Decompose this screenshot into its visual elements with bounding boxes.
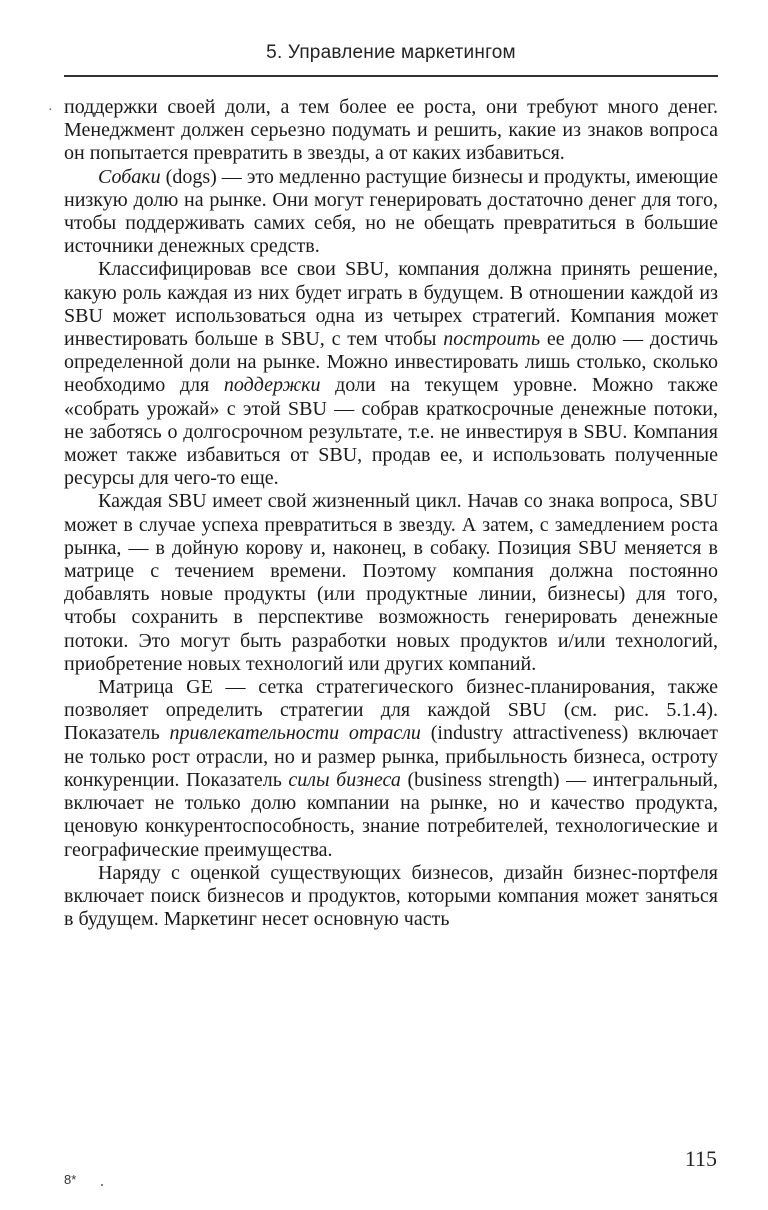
header-rule bbox=[64, 75, 718, 77]
paragraph bbox=[64, 96, 718, 166]
signature-mark: 8* bbox=[64, 1172, 77, 1187]
emphasis-term: Собаки bbox=[98, 165, 161, 188]
paragraph bbox=[64, 258, 718, 490]
paragraph-text: Каждая SBU имеет свой жизненный цикл. Начав со знака вопроса, SBU может в случае успеха превратиться в звезду. А затем, с замедлением роста рынка, — в дойную корову и, наконец, в собаку. Позиция SBU меняется в матрице с течением времени. Поэтому компания должна постоянно добавлять новые продукты (или продуктные линии, бизнесы) для того, чтобы сохранить в перспективе возможность генерировать денежные потоки. Это могут быть разработки новых продуктов и/или технологий, приобретение новых технологий или других компаний. bbox=[64, 490, 718, 675]
paragraph-text: (dogs) — это медленно растущие бизнесы и продукты, имеющие низкую долю на рынке. Они могут генерировать достаточно денег для того, чтобы поддерживать самих себя, но не обещать превратиться в большие источники денежных средств. bbox=[64, 165, 718, 258]
paragraph bbox=[64, 490, 718, 676]
emphasis-term: поддержки bbox=[223, 374, 321, 397]
paragraph-text: (business strength) — интегральный, включает не только долю компании на рынке, но и качество продукта, ценовую конкурентоспособность, знание потребителей, технологические и географические преимущества. bbox=[64, 768, 718, 861]
paragraph-text: Классифицировав все свои SBU, компания должна принять решение, какую роль каждая из них будет играть в будущем. В отношении каждой из SBU может использоваться одна из четырех стратегий. Компания может инвестировать больше в SBU, с тем чтобы bbox=[64, 258, 718, 351]
emphasis-term: построить bbox=[443, 328, 541, 351]
running-head: 5. Управление маркетингом bbox=[266, 42, 516, 63]
margin-speck: · bbox=[48, 103, 53, 118]
emphasis-term: привлекательности отрасли bbox=[169, 722, 421, 745]
print-speck bbox=[101, 1184, 103, 1186]
paragraph-text: Матрица GE — сетка стратегического бизнес-планирования, также позволяет определить стратегии для каждой SBU (см. рис. 5.1.4). Показатель bbox=[64, 676, 718, 745]
paragraph bbox=[64, 862, 718, 932]
paragraph-text: (industry attractiveness) включает не только рост отрасли, но и размер рынка, прибыльность бизнеса, остроту конкуренции. Показатель bbox=[64, 722, 719, 791]
emphasis-term: силы бизнеса bbox=[288, 768, 401, 791]
paragraph-text: поддержки своей доли, а тем более ее роста, они требуют много денег. Менеджмент должен серьезно подумать и решить, какие из знаков вопроса он попытается превратить в звезды, а от каких избавиться. bbox=[64, 96, 718, 165]
paragraph bbox=[64, 676, 718, 862]
paragraph-text: ее долю — достичь определенной доли на рынке. Можно инвестировать лишь столько, сколько необходимо для bbox=[64, 328, 718, 397]
paragraph bbox=[64, 166, 718, 259]
paragraph-text: Наряду с оценкой существующих бизнесов, дизайн бизнес-портфеля включает поиск бизнесов и продуктов, которыми компания может заняться в будущем. Маркетинг несет основную часть bbox=[64, 861, 718, 931]
page-number: 115 bbox=[684, 1146, 717, 1171]
paragraph-text: доли на текущем уровне. Можно также «собрать урожай» с этой SBU — собрав краткосрочные денежные потоки, не заботясь о долгосрочном результате, т.е. не инвестируя в SBU. Компания может также избавиться от SBU, продав ее, и использовать полученные ресурсы для чего-то еще. bbox=[64, 374, 718, 490]
page-body bbox=[64, 96, 718, 931]
